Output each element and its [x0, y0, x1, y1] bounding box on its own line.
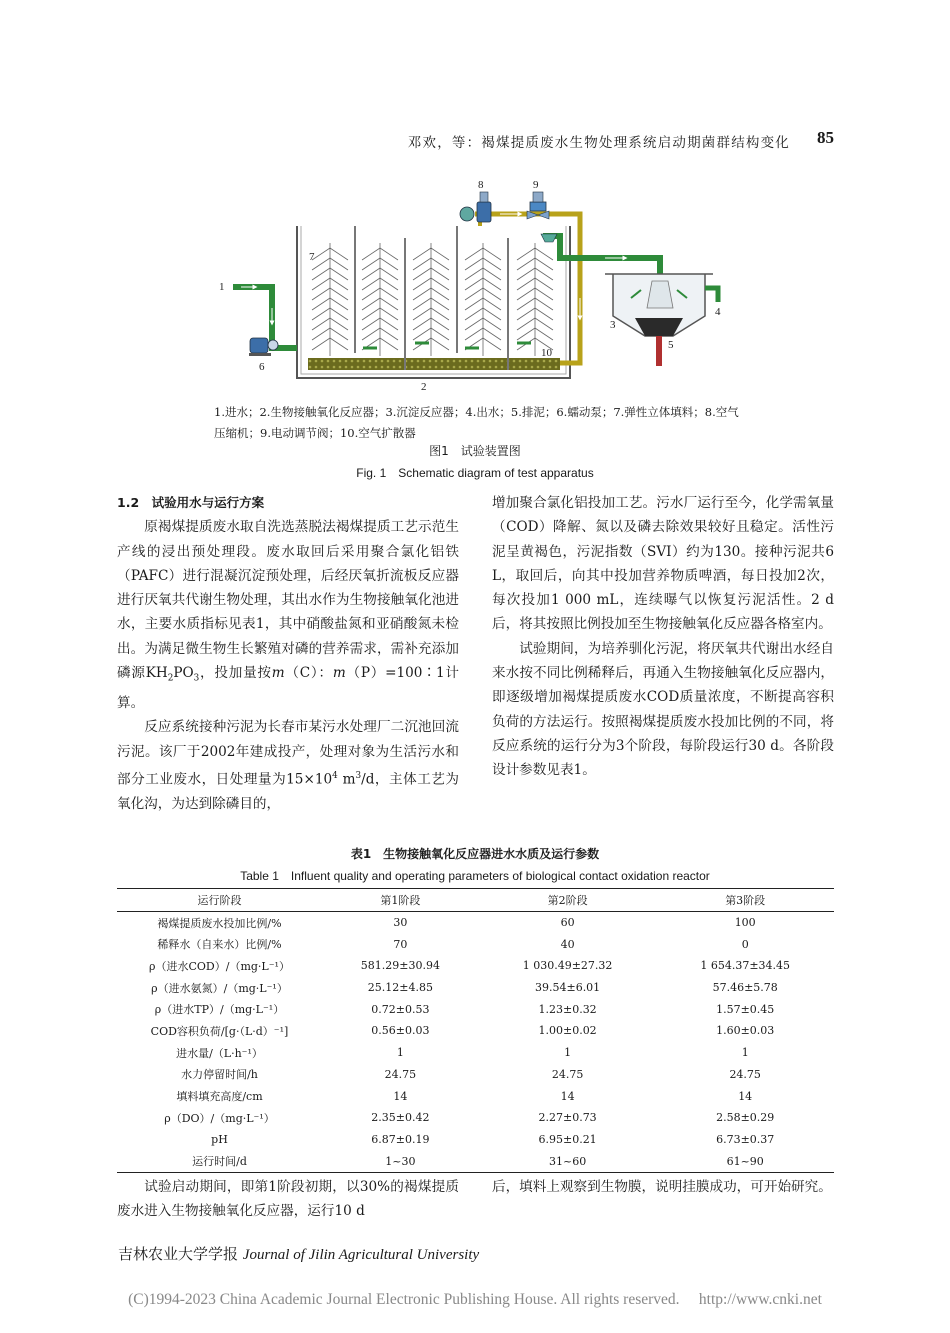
table-cell: 6.87±0.19: [371, 1132, 430, 1146]
table-cell: 1: [741, 1046, 749, 1060]
settling-tank: [605, 274, 713, 336]
right-column: [492, 491, 834, 783]
label-1: 1: [219, 281, 225, 293]
table-cell: 60: [560, 916, 575, 930]
table-cell: 1.57±0.45: [716, 1002, 775, 1016]
table-cell: ρ（进水氨氮）/（mg·L⁻¹）: [151, 981, 288, 995]
table-cell: 运行时间/d: [117, 1150, 322, 1172]
table-cell: 水力停留时间/h: [181, 1068, 258, 1082]
table-cell: 24.75: [551, 1067, 584, 1081]
table-cell: 1~30: [322, 1150, 479, 1172]
effluent-pipe: [541, 234, 660, 278]
table-cell: 0: [741, 937, 749, 951]
table-cell: 14: [738, 1089, 753, 1103]
table-row: [117, 1042, 834, 1064]
table-cell: 稀释水（自来水）比例/%: [157, 938, 282, 952]
table-row: [117, 998, 834, 1020]
table-cell: 填料填充高度/cm: [176, 1090, 263, 1104]
label-4: 4: [715, 306, 721, 318]
table-caption-cn: 表1 生物接触氧化反应器进水水质及运行参数: [350, 847, 600, 861]
table-cell: ρ（DO）/（mg·L⁻¹）: [164, 1111, 275, 1125]
table-cell: COD容积负荷/[g·（L·d）⁻¹]: [150, 1024, 289, 1038]
figure-legend-line2: 压缩机；9.电动调节阀；10.空气扩散器: [214, 426, 416, 440]
table-cell: 0.56±0.03: [371, 1024, 430, 1038]
table-header: 运行阶段: [117, 889, 322, 912]
table-cell: 1: [564, 1046, 572, 1060]
label-9: 9: [533, 179, 539, 191]
table-caption-en: Table 1 Influent quality and operating parameters of biological contact oxidation reactor: [240, 869, 710, 883]
table-cell: 30: [393, 916, 408, 930]
sludge-discharge: [656, 336, 662, 366]
table-cell: 14: [393, 1089, 408, 1103]
table-row: [117, 933, 834, 955]
paragraph: 反应系统接种污泥为长春市某污水处理厂二沉池回流污泥。该厂于2002年建成投产，处理对象为生活污水和部分工业废水，日处理量为$15\times 10^4$ $m^3/d$，主体工艺为氧化沟，为达到除磷目的，: [117, 719, 459, 812]
paragraph: 后，填料上观察到生物膜，说明挂膜成功，可开始研究。: [492, 1179, 832, 1195]
parameter-table: [117, 888, 834, 1173]
table-row: [117, 1129, 834, 1151]
table-row: [117, 1064, 834, 1086]
table-cell: ρ（进水COD）/（mg·L⁻¹）: [149, 959, 290, 973]
table-row: [117, 911, 834, 933]
figure-legend: [214, 402, 754, 444]
table-cell: 进水量/（L·h⁻¹）: [176, 1046, 263, 1060]
paragraph: 增加聚合氯化铝投加工艺。污水厂运行至今，化学需氧量（COD）降解、氮以及磷去除效果较好且稳定。活性污泥呈黄褐色，污泥指数（SVI）约为130。接种污泥共6 L，取回后，向其中投加营养物质啤酒，每日投加2次，每次投加1 000 mL，连续曝气以恢复污泥活性。2 d后，将其按照比例投加至生物接触氧化反应器各格室内。: [492, 495, 834, 633]
figure-caption-cn: 图1 试验装置图: [429, 444, 521, 458]
table-cell: 39.54±6.01: [534, 981, 601, 995]
table-cell: 2.35±0.42: [371, 1111, 430, 1125]
journal-name-en: Journal of Jilin Agricultural University: [242, 1247, 480, 1263]
table-header: 第2阶段: [479, 889, 657, 912]
table-cell: 40: [560, 937, 575, 951]
table-cell: pH: [211, 1132, 228, 1146]
table-row: [117, 955, 834, 977]
left-column: [117, 491, 459, 816]
table-cell: 24.75: [729, 1067, 761, 1081]
table-cell: 1.23±0.32: [538, 1002, 597, 1016]
table-cell: 31~60: [479, 1150, 657, 1172]
label-5: 5: [668, 339, 674, 351]
label-3: 3: [610, 319, 616, 331]
table-cell: 70: [393, 937, 408, 951]
elastic-fill-media: [312, 243, 553, 356]
table-cell: 1.60±0.03: [716, 1024, 775, 1038]
left-column-bottom: [117, 1175, 459, 1224]
electric-valve: [527, 192, 549, 219]
journal-name-cn: 吉林农业大学学报: [118, 1245, 239, 1263]
label-10: 10: [541, 347, 552, 359]
label-2: 2: [421, 381, 427, 393]
table-cell: 1.00±0.02: [538, 1024, 597, 1038]
final-effluent: [705, 288, 718, 302]
air-compressor: [460, 192, 491, 222]
label-8: 8: [478, 179, 484, 191]
paragraph: 试验期间，为培养驯化污泥，将厌氧共代谢出水经自来水按不同比例稀释后，再通入生物接触氧化反应器内，即逐级增加褐煤提质废水COD质量浓度，不断提高容积负荷的方法运行。按照褐煤提质废水投加比例的不同，将反应系统的运行分为3个阶段，每阶段运行30 d。各阶段设计参数见表1。: [492, 640, 834, 779]
table-cell: ρ（进水TP）/（mg·L⁻¹）: [154, 1003, 285, 1017]
journal-footer: [118, 1243, 479, 1264]
label-6: 6: [259, 361, 265, 373]
table-header: 第1阶段: [322, 889, 479, 912]
paragraph: 原褐煤提质废水取自洗选蒸脱法褐煤提质工艺示范生产线的浸出预处理段。废水取回后采用聚合氯化铝铁（PAFC）进行混凝沉淀预处理，后经厌氧折流板反应器进行厌氧共代谢生物处理，其出水作为生物接触氧化池进水，主要水质指标见表1，其中硝酸盐氮和亚硝酸氮未检出。为满足微生物生长繁殖对磷的营养需求，需补充添加磷源$KH_2PO_3$，投加量按m（C）：m（P）=100∶1计算。: [117, 519, 460, 712]
table-row: [117, 977, 834, 999]
table-cell: 1 030.49±27.32: [522, 959, 613, 973]
page-number: 85: [817, 128, 834, 147]
figure-caption-en: Fig. 1 Schematic diagram of test apparatus: [356, 466, 594, 480]
paragraph: 试验启动期间，即第1阶段初期，以30%的褐煤提质废水进入生物接触氧化反应器，运行10 d: [117, 1179, 459, 1220]
table-row: [117, 1107, 834, 1129]
table-cell: 1 654.37±34.45: [700, 959, 791, 973]
table-cell: 褐煤提质废水投加比例/%: [157, 916, 282, 930]
section-heading: 1.2 试验用水与运行方案: [117, 495, 265, 510]
apparatus-diagram: [205, 178, 745, 403]
table-cell: 6.95±0.21: [538, 1132, 597, 1146]
table-cell: 581.29±30.94: [360, 959, 440, 973]
air-pipe: [475, 214, 580, 363]
peristaltic-pump: [249, 338, 278, 356]
table-cell: 61~90: [656, 1150, 834, 1172]
table-header-row: [117, 889, 834, 912]
copyright-notice: (C)1994-2023 China Academic Journal Electronic Publishing House. All rights reserved. http://www.cnki.net: [128, 1291, 822, 1308]
table-row: [117, 1150, 834, 1172]
table-cell: 2.58±0.29: [716, 1111, 775, 1125]
table-cell: 25.12±4.85: [367, 981, 433, 995]
table-row: [117, 1020, 834, 1042]
table-cell: 24.75: [384, 1067, 417, 1081]
figure-legend-line1: 1.进水；2.生物接触氧化反应器；3.沉淀反应器；4.出水；5.排泥；6.蠕动泵；7.弹性立体填料；8.空气: [214, 405, 739, 419]
table-cell: 6.73±0.37: [716, 1132, 775, 1146]
running-header-title: 邓欢，等：褐煤提质废水生物处理系统启动期菌群结构变化: [407, 135, 790, 151]
label-7: 7: [309, 251, 315, 263]
table-cell: 1: [396, 1046, 404, 1060]
table-header: 第3阶段: [656, 889, 834, 912]
table-cell: 2.27±0.73: [538, 1111, 597, 1125]
table-cell: 57.46±5.78: [712, 981, 778, 995]
table-cell: 0.72±0.53: [371, 1002, 430, 1016]
figure-1: [205, 178, 745, 403]
right-column-bottom: [492, 1175, 834, 1199]
table-cell: 100: [734, 916, 756, 930]
table-cell: 14: [560, 1089, 575, 1103]
table-row: [117, 1085, 834, 1107]
